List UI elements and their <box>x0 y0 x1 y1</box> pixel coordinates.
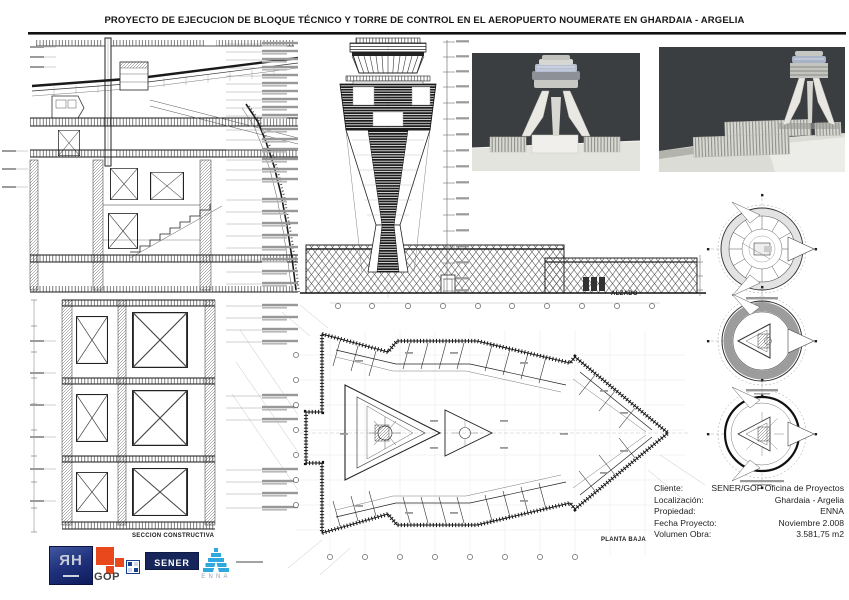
section-caption: SECCION CONSTRUCTIVA <box>132 533 215 539</box>
info-label: Fecha Proyecto: <box>654 517 717 528</box>
sener-logo-text: SENER <box>154 558 190 568</box>
info-label: Volumen Obra: <box>654 529 712 540</box>
technical-block-elevation <box>300 245 706 309</box>
rh-logo <box>49 546 93 585</box>
info-row-localizacion <box>654 495 844 507</box>
pictogram-tile <box>134 562 138 566</box>
title-rule <box>28 32 846 35</box>
rh-logo-subtext-mark <box>63 575 79 577</box>
info-row-propiedad <box>654 506 844 518</box>
info-row-cliente <box>654 483 844 495</box>
pictogram-tile <box>128 562 132 566</box>
tower-plan-detail-3 <box>706 378 818 490</box>
enna-triangle-icon <box>199 547 233 587</box>
info-value: Ghardaia - Argelia <box>774 494 844 505</box>
rh-logo-text: ЯH <box>59 552 83 569</box>
construction-section-drawing <box>2 38 299 532</box>
gop-logo <box>94 546 128 588</box>
info-row-volumen <box>654 529 844 541</box>
sener-pictogram-icon <box>126 560 140 574</box>
pictogram-tile <box>128 568 132 572</box>
enna-logo-text: ENNA <box>201 574 231 580</box>
info-label: Cliente: <box>654 483 684 493</box>
plan-caption: PLANTA BAJA <box>601 537 646 543</box>
info-value: Noviembre 2.008 <box>778 517 844 528</box>
annotation-leaders <box>226 42 298 511</box>
gop-square-large <box>96 547 114 565</box>
info-label: Localización: <box>654 494 704 505</box>
sener-logo <box>145 552 199 570</box>
enna-logo <box>199 547 233 587</box>
pictogram-tile <box>134 568 138 572</box>
model-photo-perspective <box>659 47 845 172</box>
project-info-table <box>654 483 844 541</box>
floor-plan-drawing <box>282 305 705 575</box>
gop-logo-text: GOP <box>94 571 120 583</box>
info-value: SENER/GOP Oficina de Proyectos <box>711 483 844 493</box>
info-value: 3.581,75 m2 <box>796 529 844 540</box>
gop-square-medium <box>115 558 124 567</box>
grid-bubbles <box>335 303 654 308</box>
info-label: Propiedad: <box>654 506 696 517</box>
model-photo-front <box>472 53 640 171</box>
elevation-caption: ALZADO <box>611 291 638 297</box>
info-row-fecha <box>654 518 844 530</box>
left-margin-annotations <box>2 46 56 502</box>
info-value: ENNA <box>820 506 844 517</box>
sheet-title: PROYECTO DE EJECUCION DE BLOQUE TÉCNICO Y TORRE DE CONTROL EN EL AEROPUERTO NOUMERATE EN GHARDAIA - ARGELIA <box>104 15 745 26</box>
